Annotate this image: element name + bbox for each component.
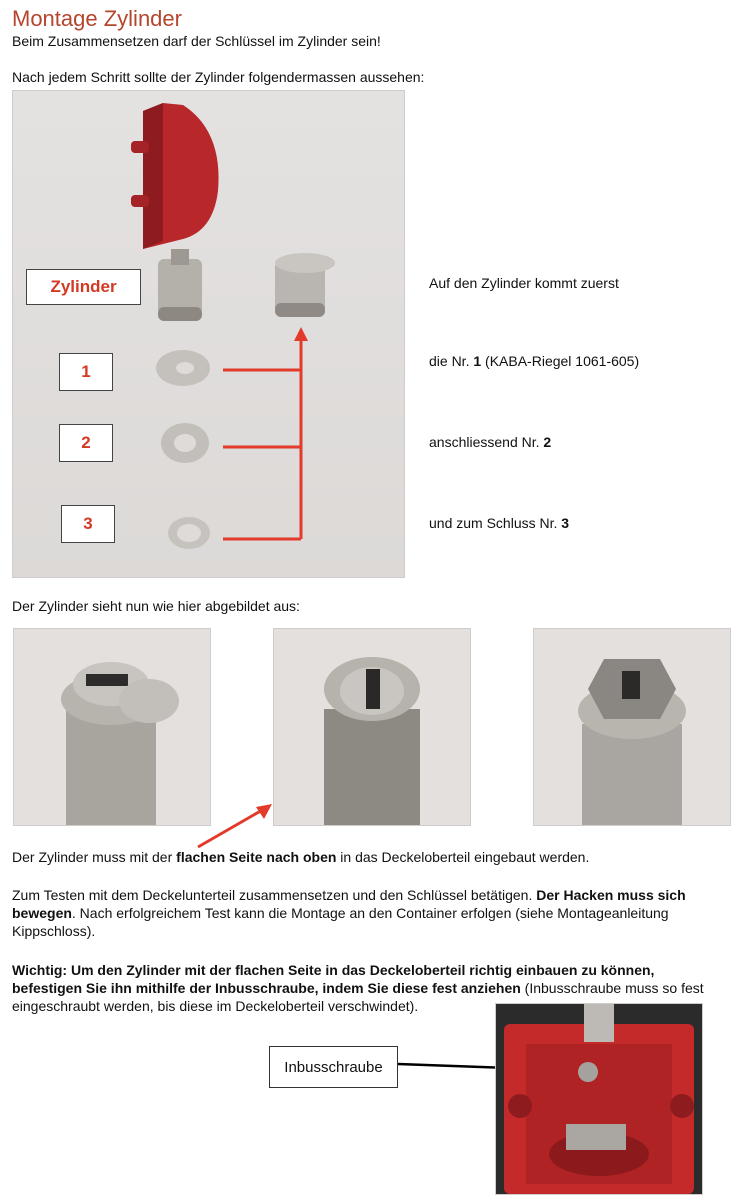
callout-inbusschraube: Inbusschraube	[269, 1046, 398, 1088]
caption-2: anschliessend Nr. 2	[429, 434, 552, 450]
label-2: 2	[59, 424, 113, 462]
caption-zylinder: Auf den Zylinder kommt zuerst	[429, 275, 619, 291]
intro-text: Nach jedem Schritt sollte der Zylinder folgendermassen aussehen:	[12, 69, 425, 85]
cylinder-part-right	[275, 253, 335, 317]
page-title: Montage Zylinder	[12, 6, 182, 31]
cylinder-part-left	[158, 249, 202, 321]
cylinder-photo-1	[13, 628, 211, 826]
washer-3	[168, 517, 210, 549]
arrow-head-up	[294, 327, 308, 341]
red-cover-part	[131, 103, 219, 249]
flat-side-arrow	[190, 795, 280, 855]
washer-2	[161, 423, 209, 463]
label-zylinder: Zylinder	[26, 269, 141, 305]
assembly-arrows	[223, 337, 301, 539]
assembly-photo	[12, 90, 405, 578]
subtitle: Beim Zusammensetzen darf der Schlüssel im Zylinder sein!	[12, 33, 381, 49]
label-1: 1	[59, 353, 113, 391]
caption-3: und zum Schluss Nr. 3	[429, 515, 570, 531]
section2-heading: Der Zylinder sieht nun wie hier abgebildet aus:	[12, 598, 300, 614]
cover-screw-photo	[495, 1003, 703, 1195]
test-paragraph: Zum Testen mit dem Deckelunterteil zusammensetzen und den Schlüssel betätigen. Der Hacken muss sich bewegen. Nach erfolgreichem Test kann die Montage an den Container erfolgen (siehe Montageanleitung Kippschloss).	[12, 887, 686, 939]
important-paragraph: Wichtig: Um den Zylinder mit der flachen Seite in das Deckeloberteil richtig einbauen zu können, befestigen Sie ihn mithilfe der Inbusschraube, indem Sie diese fest anziehen (Inbusschraube muss so fest eingeschraubt werden, bis diese im Deckeloberteil verschwindet).	[12, 962, 704, 1014]
flat-side-note: Der Zylinder muss mit der flachen Seite nach oben in das Deckeloberteil eingebaut werden.	[12, 849, 590, 865]
washer-1	[156, 350, 210, 386]
cylinder-photo-2	[273, 628, 471, 826]
label-3: 3	[61, 505, 115, 543]
caption-1: die Nr. 1 (KABA-Riegel 1061-605)	[429, 353, 640, 369]
cylinder-photo-3	[533, 628, 731, 826]
